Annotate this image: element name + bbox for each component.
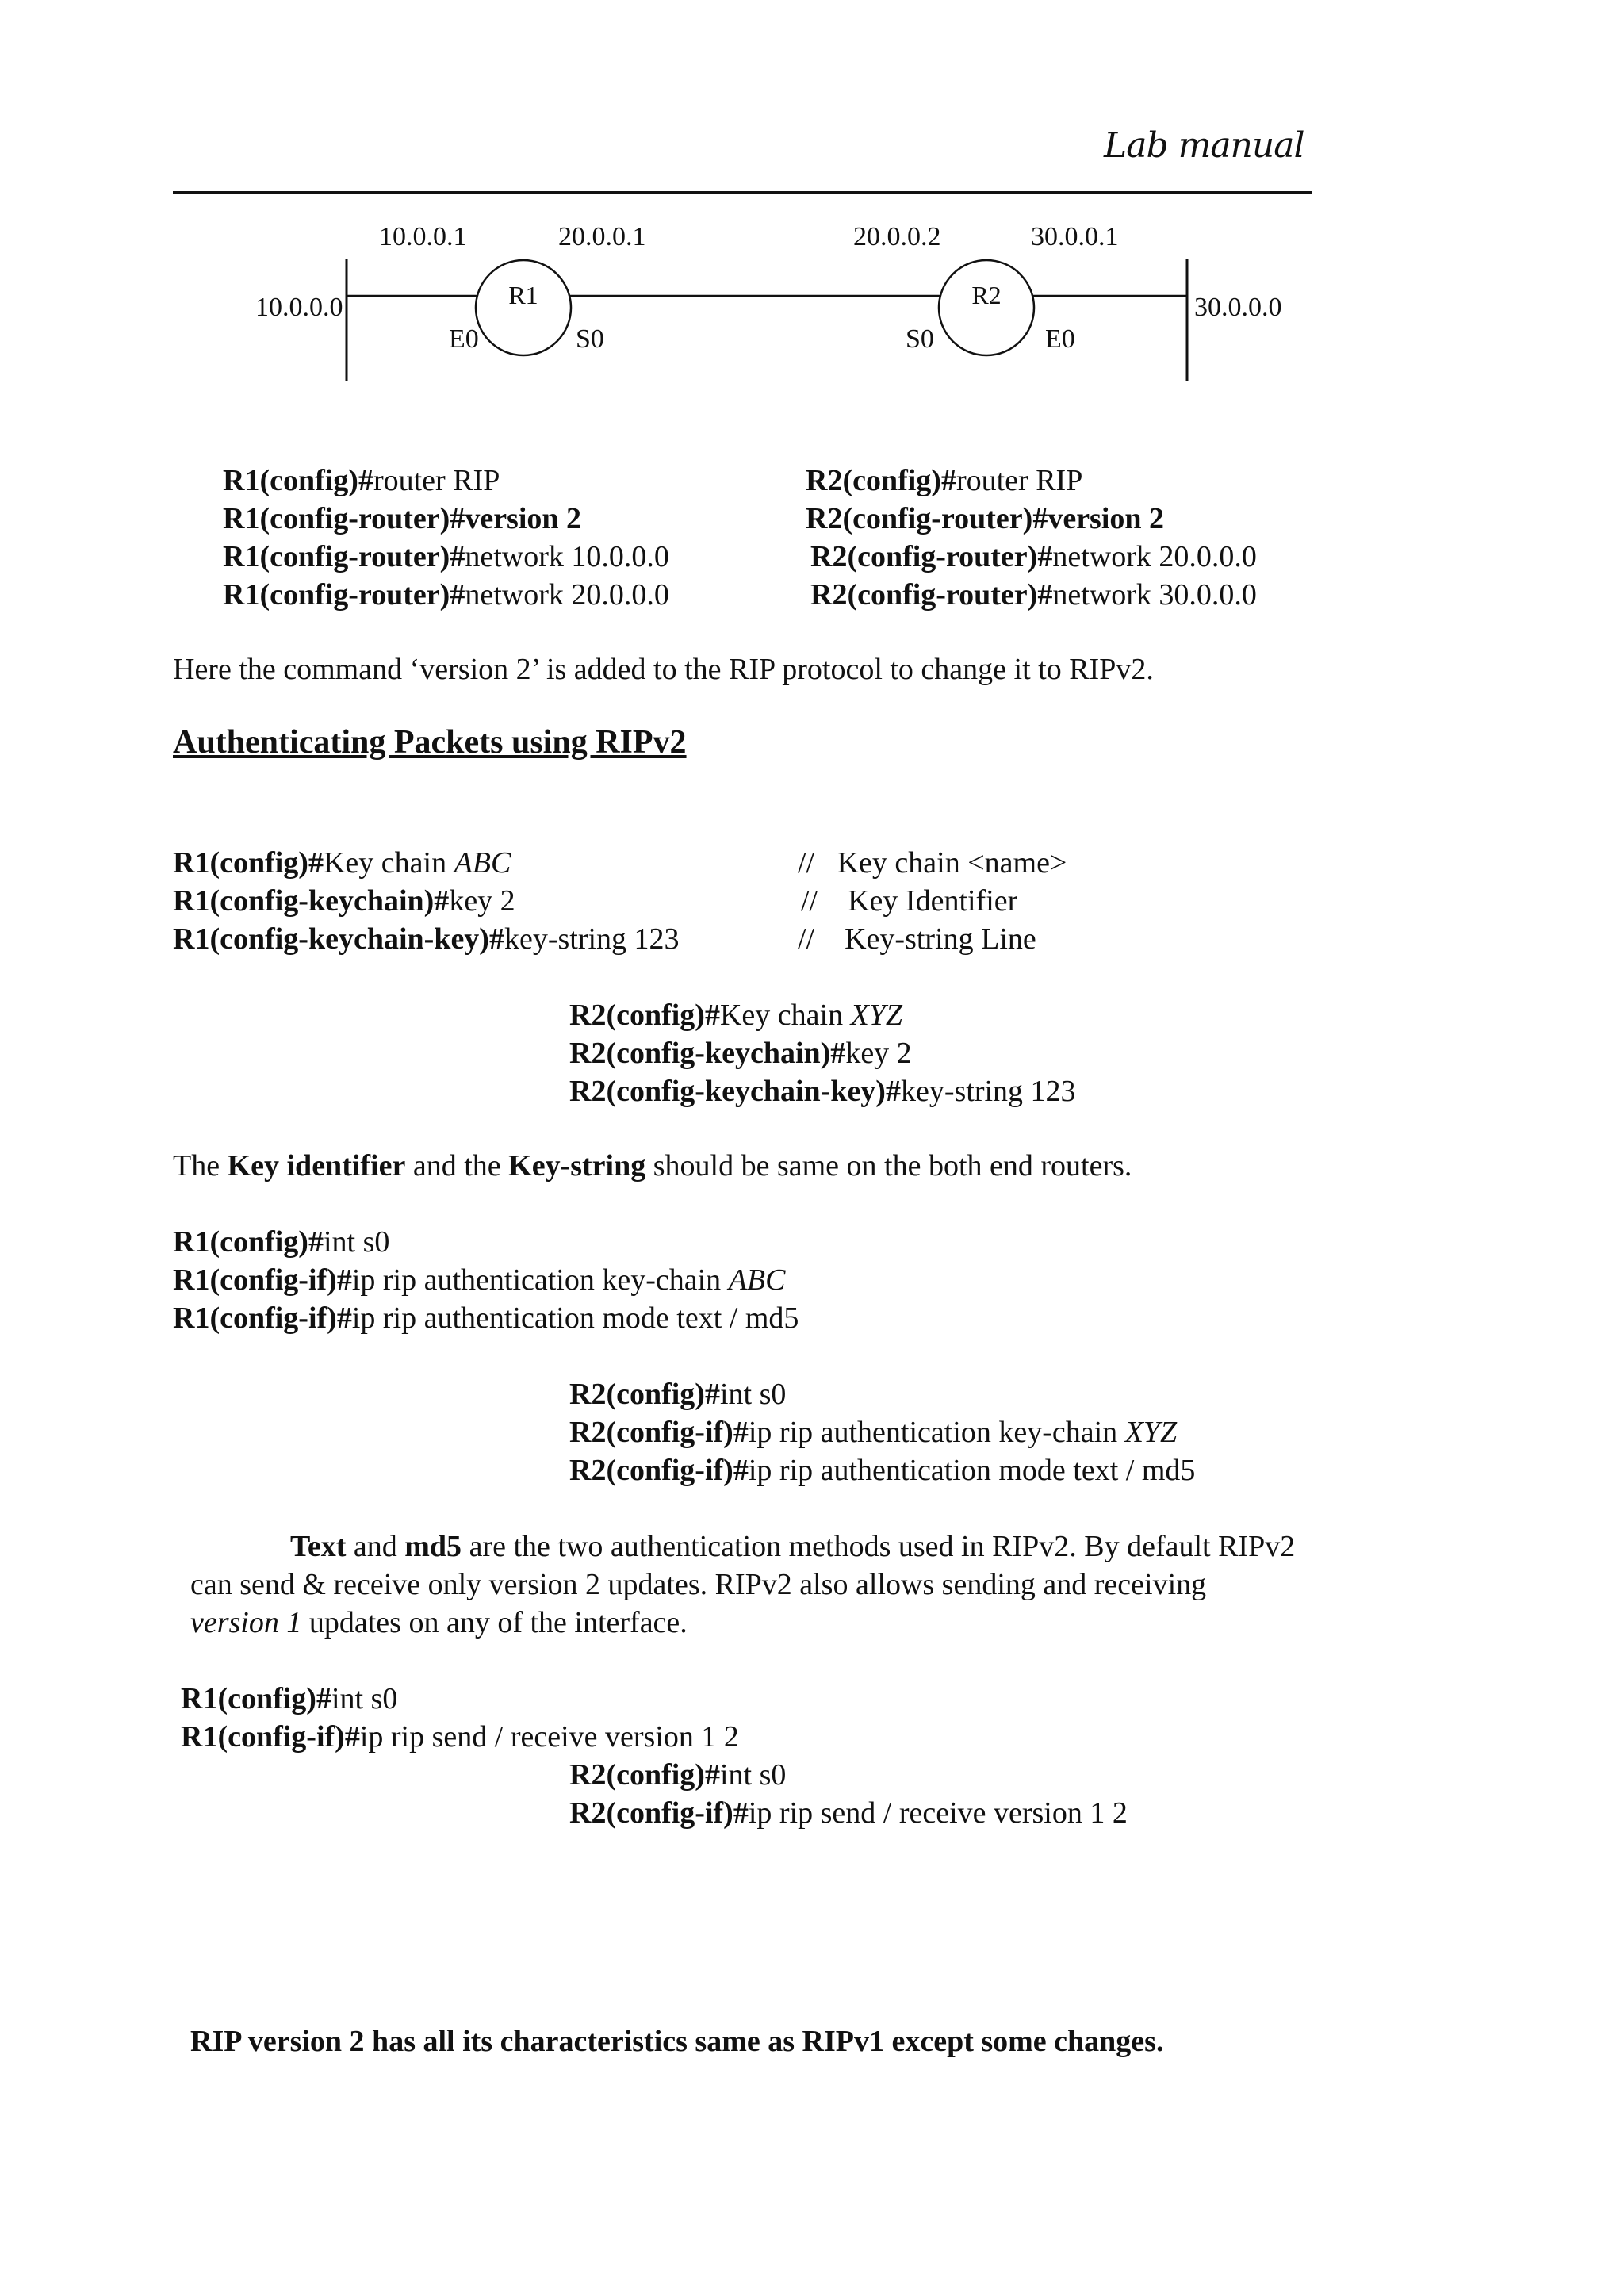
r2-s0-ip: 20.0.0.2 <box>853 222 941 251</box>
keychain-comment: // Key chain <name> <box>798 846 1067 880</box>
r2-e0-ip: 30.0.0.1 <box>1031 222 1119 251</box>
methods-paragraph-line: can send & receive only version 2 updates. RIPv2 also allows sending and receiving <box>190 1568 1207 1601</box>
r1-s0-label: S0 <box>576 324 604 354</box>
r1-rip-config-line: R1(config-router)#network 10.0.0.0 <box>223 540 669 573</box>
r1-rip-config-line: R1(config-router)#version 2 <box>223 502 582 535</box>
router-r1-label: R1 <box>508 281 538 309</box>
keychain-comment: // Key Identifier <box>801 884 1018 918</box>
r1-sendrecv-line: R1(config-if)#ip rip send / receive version 1 2 <box>181 1720 739 1754</box>
r1-rip-config-line: R1(config-router)#network 20.0.0.0 <box>223 578 669 611</box>
r1-auth-line: R1(config-if)#ip rip authentication key-chain ABC <box>173 1263 786 1297</box>
section-heading: Authenticating Packets using RIPv2 <box>173 724 687 761</box>
page-header-title: Lab manual <box>1104 125 1304 166</box>
r2-keychain-line: R2(config)#Key chain XYZ <box>569 999 903 1032</box>
r2-rip-config-line: R2(config-router)#network 30.0.0.0 <box>810 578 1257 611</box>
r1-auth-line: R1(config)#int s0 <box>173 1225 390 1259</box>
keychain-comment: // Key-string Line <box>798 922 1036 956</box>
r2-sendrecv-line: R2(config)#int s0 <box>569 1758 787 1792</box>
r1-auth-line: R1(config-if)#ip rip authentication mode text / md5 <box>173 1301 799 1335</box>
r1-e0-ip: 10.0.0.1 <box>379 222 467 251</box>
r2-keychain-line: R2(config-keychain)#key 2 <box>569 1037 912 1070</box>
r1-keychain-line: R1(config-keychain)#key 2 <box>173 884 515 918</box>
left-network-label: 10.0.0.0 <box>255 293 343 322</box>
r2-keychain-line: R2(config-keychain-key)#key-string 123 <box>569 1075 1076 1108</box>
closing-statement: RIP version 2 has all its characteristics same as RIPv1 except some changes. <box>190 2025 1164 2058</box>
r1-keychain-line: R1(config-keychain-key)#key-string 123 <box>173 922 680 956</box>
network-diagram <box>0 0 1624 412</box>
r2-s0-label: S0 <box>906 324 934 354</box>
r2-rip-config-line: R2(config-router)#version 2 <box>806 502 1165 535</box>
router-r2-label: R2 <box>971 281 1002 309</box>
version-paragraph: Here the command ‘version 2’ is added to the RIP protocol to change it to RIPv2. <box>173 653 1154 686</box>
r1-rip-config-line: R1(config)#router RIP <box>223 464 500 497</box>
r1-e0-label: E0 <box>449 324 479 354</box>
methods-paragraph-line: Text and md5 are the two authentication methods used in RIPv2. By default RIPv2 <box>290 1530 1296 1563</box>
r2-rip-config-line: R2(config)#router RIP <box>806 464 1083 497</box>
key-paragraph: The Key identifier and the Key-string should be same on the both end routers. <box>173 1149 1132 1182</box>
r1-sendrecv-line: R1(config)#int s0 <box>181 1682 398 1715</box>
methods-paragraph-line: version 1 updates on any of the interface. <box>190 1606 688 1639</box>
right-network-label: 30.0.0.0 <box>1194 293 1282 322</box>
r2-sendrecv-line: R2(config-if)#ip rip send / receive version 1 2 <box>569 1796 1128 1830</box>
r1-s0-ip: 20.0.0.1 <box>558 222 646 251</box>
r1-keychain-line: R1(config)#Key chain ABC <box>173 846 511 880</box>
r2-auth-line: R2(config-if)#ip rip authentication mode text / md5 <box>569 1454 1196 1487</box>
r2-rip-config-line: R2(config-router)#network 20.0.0.0 <box>810 540 1257 573</box>
r2-auth-line: R2(config-if)#ip rip authentication key-chain XYZ <box>569 1416 1178 1449</box>
r2-auth-line: R2(config)#int s0 <box>569 1378 787 1411</box>
r2-e0-label: E0 <box>1045 324 1075 354</box>
